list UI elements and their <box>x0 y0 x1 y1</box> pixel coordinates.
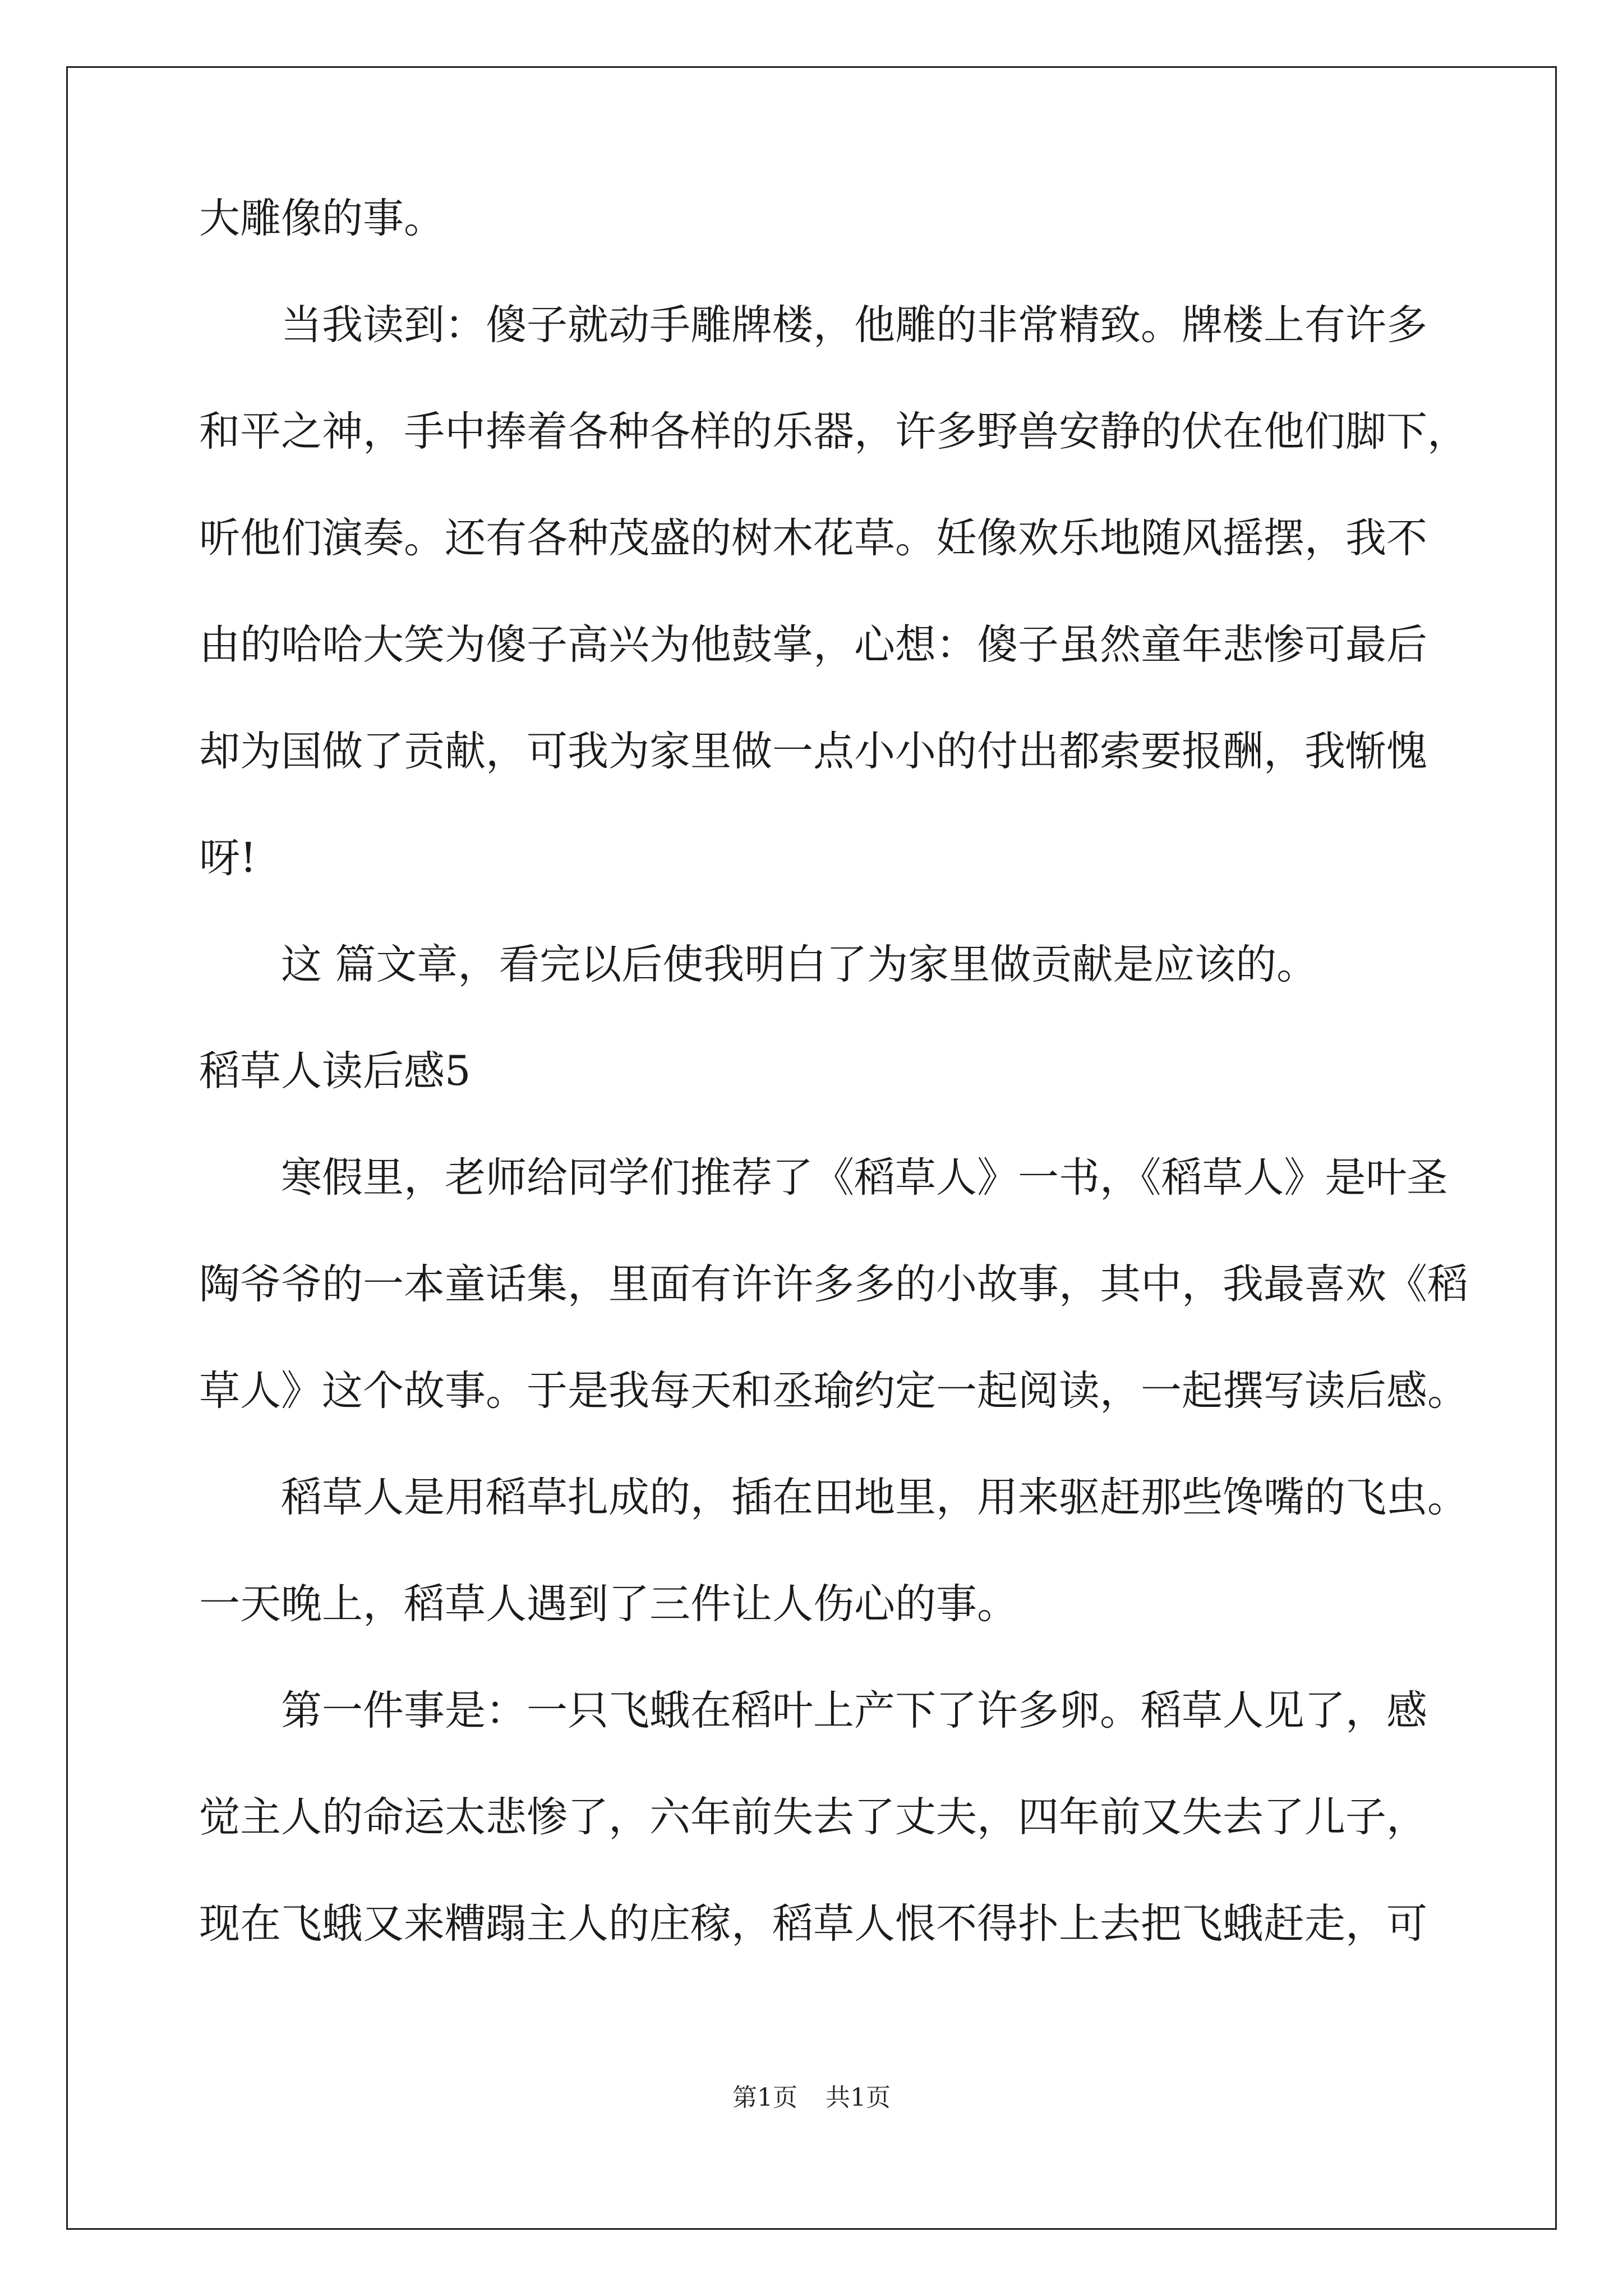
paragraph-line: 第一件事是：一只飞蛾在稻叶上产下了许多卵。稻草人见了，感 <box>281 1687 1427 1734</box>
paragraph-line: 寒假里，老师给同学们推荐了《稻草人》一书，《稻草人》是叶圣 <box>281 1154 1448 1202</box>
text-line: 呀! <box>199 834 257 882</box>
paragraph-line: 稻草人是用稻草扎成的，插在田地里，用来驱赶那些馋嘴的飞虫。 <box>281 1474 1468 1521</box>
text-line: 由的哈哈大笑为傻子高兴为他鼓掌，心想：傻子虽然童年悲惨可最后 <box>199 621 1427 669</box>
text-line: 一天晚上，稻草人遇到了三件让人伤心的事。 <box>199 1580 1018 1628</box>
paragraph-line: 当我读到：傻子就动手雕牌楼，他雕的非常精致。牌楼上有许多 <box>281 301 1427 349</box>
section-heading: 稻草人读后感5 <box>199 1047 471 1095</box>
text-line: 现在飞蛾又来糟蹋主人的庄稼，稻草人恨不得扑上去把飞蛾赶走，可 <box>199 1900 1427 1948</box>
paragraph-line: 这 篇文章，看完以后使我明白了为家里做贡献是应该的。 <box>281 941 1318 988</box>
text-line: 听他们演奏。还有各种茂盛的树木花草。妊像欢乐地随风摇摆，我不 <box>199 514 1427 562</box>
text-line: 大雕像的事。 <box>199 195 445 242</box>
text-line: 陶爷爷的一本童话集，里面有许许多多的小故事，其中，我最喜欢《稻 <box>199 1260 1468 1308</box>
text-line: 草人》这个故事。于是我每天和丞瑜约定一起阅读，一起撰写读后感。 <box>199 1367 1468 1415</box>
page-number: 第1页 <box>732 2083 797 2112</box>
text-line: 和平之神，手中捧着各种各样的乐器，许多野兽安静的伏在他们脚下， <box>199 408 1468 455</box>
page-footer <box>0 2081 1623 2115</box>
text-line: 却为国做了贡献，可我为家里做一点小小的付出都索要报酬，我惭愧 <box>199 728 1427 775</box>
total-pages: 共1页 <box>826 2083 891 2112</box>
text-line: 觉主人的命运太悲惨了，六年前失去了丈夫，四年前又失去了儿子， <box>199 1793 1427 1841</box>
